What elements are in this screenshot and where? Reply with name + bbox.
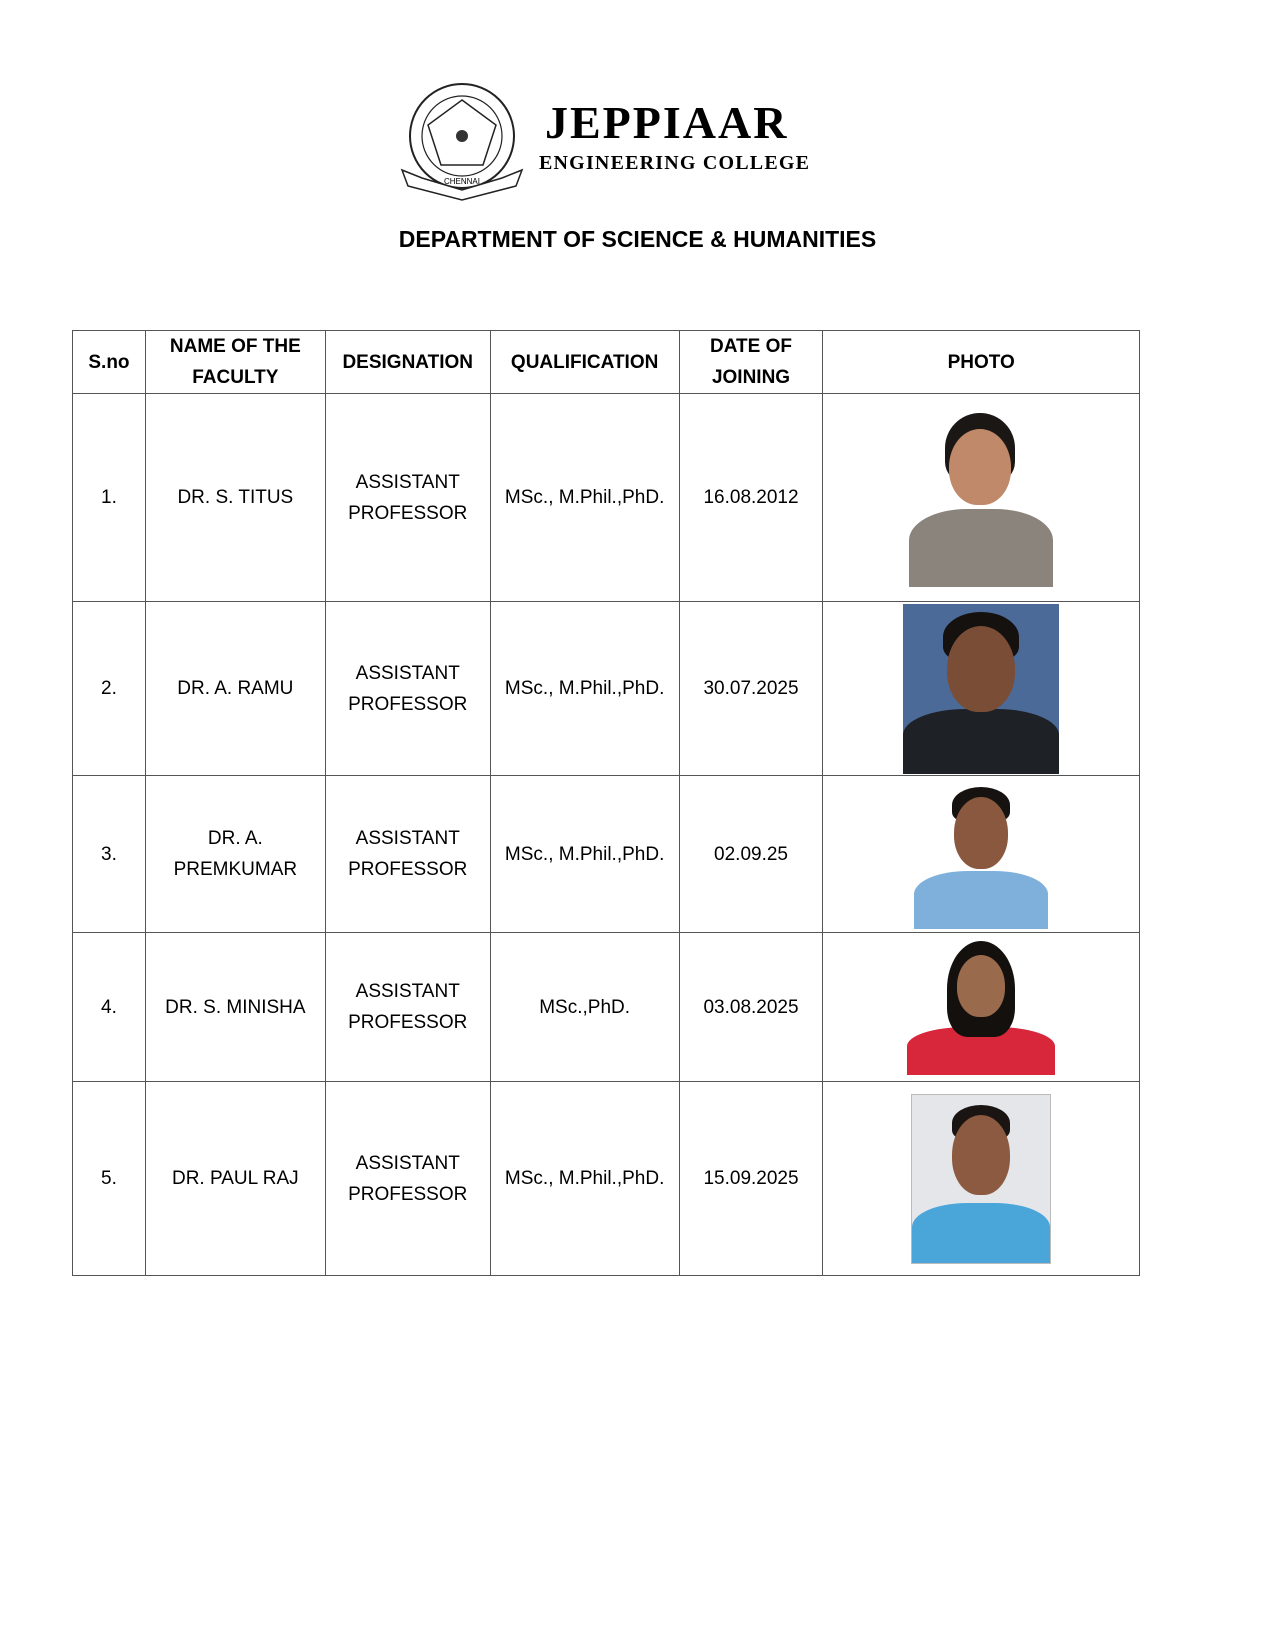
column-header-name: NAME OF THE FACULTY bbox=[145, 331, 325, 394]
table-row bbox=[73, 776, 1140, 933]
cell-sno: 4. bbox=[73, 933, 146, 1082]
faculty-photo bbox=[907, 939, 1055, 1075]
cell-name: DR. A. PREMKUMAR bbox=[145, 776, 325, 933]
cell-photo bbox=[823, 394, 1140, 602]
faculty-table bbox=[72, 330, 1140, 1276]
cell-designation: ASSISTANT PROFESSOR bbox=[325, 602, 490, 776]
department-title: DEPARTMENT OF SCIENCE & HUMANITIES bbox=[398, 226, 877, 252]
faculty-photo bbox=[903, 604, 1059, 774]
table-row bbox=[73, 602, 1140, 776]
cell-name: DR. A. RAMU bbox=[145, 602, 325, 776]
cell-qualification: MSc.,PhD. bbox=[490, 933, 679, 1082]
cell-sno: 2. bbox=[73, 602, 146, 776]
table-row bbox=[73, 1082, 1140, 1276]
logo-city-text: CHENNAI bbox=[443, 177, 481, 186]
column-header-sno: S.no bbox=[73, 331, 146, 394]
table-row bbox=[73, 933, 1140, 1082]
college-logo-icon bbox=[392, 78, 532, 203]
college-name: JEPPIAAR bbox=[545, 97, 789, 148]
cell-photo bbox=[823, 602, 1140, 776]
faculty-photo bbox=[909, 409, 1053, 587]
college-brand bbox=[539, 97, 811, 175]
cell-photo bbox=[823, 776, 1140, 933]
page-header bbox=[0, 78, 1275, 203]
cell-designation: ASSISTANT PROFESSOR bbox=[325, 1082, 490, 1276]
cell-designation: ASSISTANT PROFESSOR bbox=[325, 776, 490, 933]
cell-designation: ASSISTANT PROFESSOR bbox=[325, 933, 490, 1082]
cell-photo bbox=[823, 933, 1140, 1082]
cell-qualification: MSc., M.Phil.,PhD. bbox=[490, 602, 679, 776]
cell-sno: 3. bbox=[73, 776, 146, 933]
cell-name: DR. S. MINISHA bbox=[145, 933, 325, 1082]
column-header-designation: DESIGNATION bbox=[325, 331, 490, 394]
cell-qualification: MSc., M.Phil.,PhD. bbox=[490, 776, 679, 933]
cell-doj: 16.08.2012 bbox=[679, 394, 823, 602]
faculty-photo bbox=[911, 1094, 1051, 1264]
cell-name: DR. PAUL RAJ bbox=[145, 1082, 325, 1276]
cell-sno: 5. bbox=[73, 1082, 146, 1276]
column-header-doj: DATE OF JOINING bbox=[679, 331, 823, 394]
column-header-qualification: QUALIFICATION bbox=[490, 331, 679, 394]
column-header-photo: PHOTO bbox=[823, 331, 1140, 394]
table-row bbox=[73, 394, 1140, 602]
cell-qualification: MSc., M.Phil.,PhD. bbox=[490, 1082, 679, 1276]
college-subtitle: ENGINEERING COLLEGE bbox=[539, 152, 811, 174]
cell-doj: 15.09.2025 bbox=[679, 1082, 823, 1276]
table-header-row bbox=[73, 331, 1140, 394]
cell-doj: 03.08.2025 bbox=[679, 933, 823, 1082]
cell-photo bbox=[823, 1082, 1140, 1276]
faculty-photo bbox=[914, 779, 1048, 929]
cell-designation: ASSISTANT PROFESSOR bbox=[325, 394, 490, 602]
cell-name: DR. S. TITUS bbox=[145, 394, 325, 602]
cell-doj: 02.09.25 bbox=[679, 776, 823, 933]
cell-sno: 1. bbox=[73, 394, 146, 602]
cell-qualification: MSc., M.Phil.,PhD. bbox=[490, 394, 679, 602]
cell-doj: 30.07.2025 bbox=[679, 602, 823, 776]
